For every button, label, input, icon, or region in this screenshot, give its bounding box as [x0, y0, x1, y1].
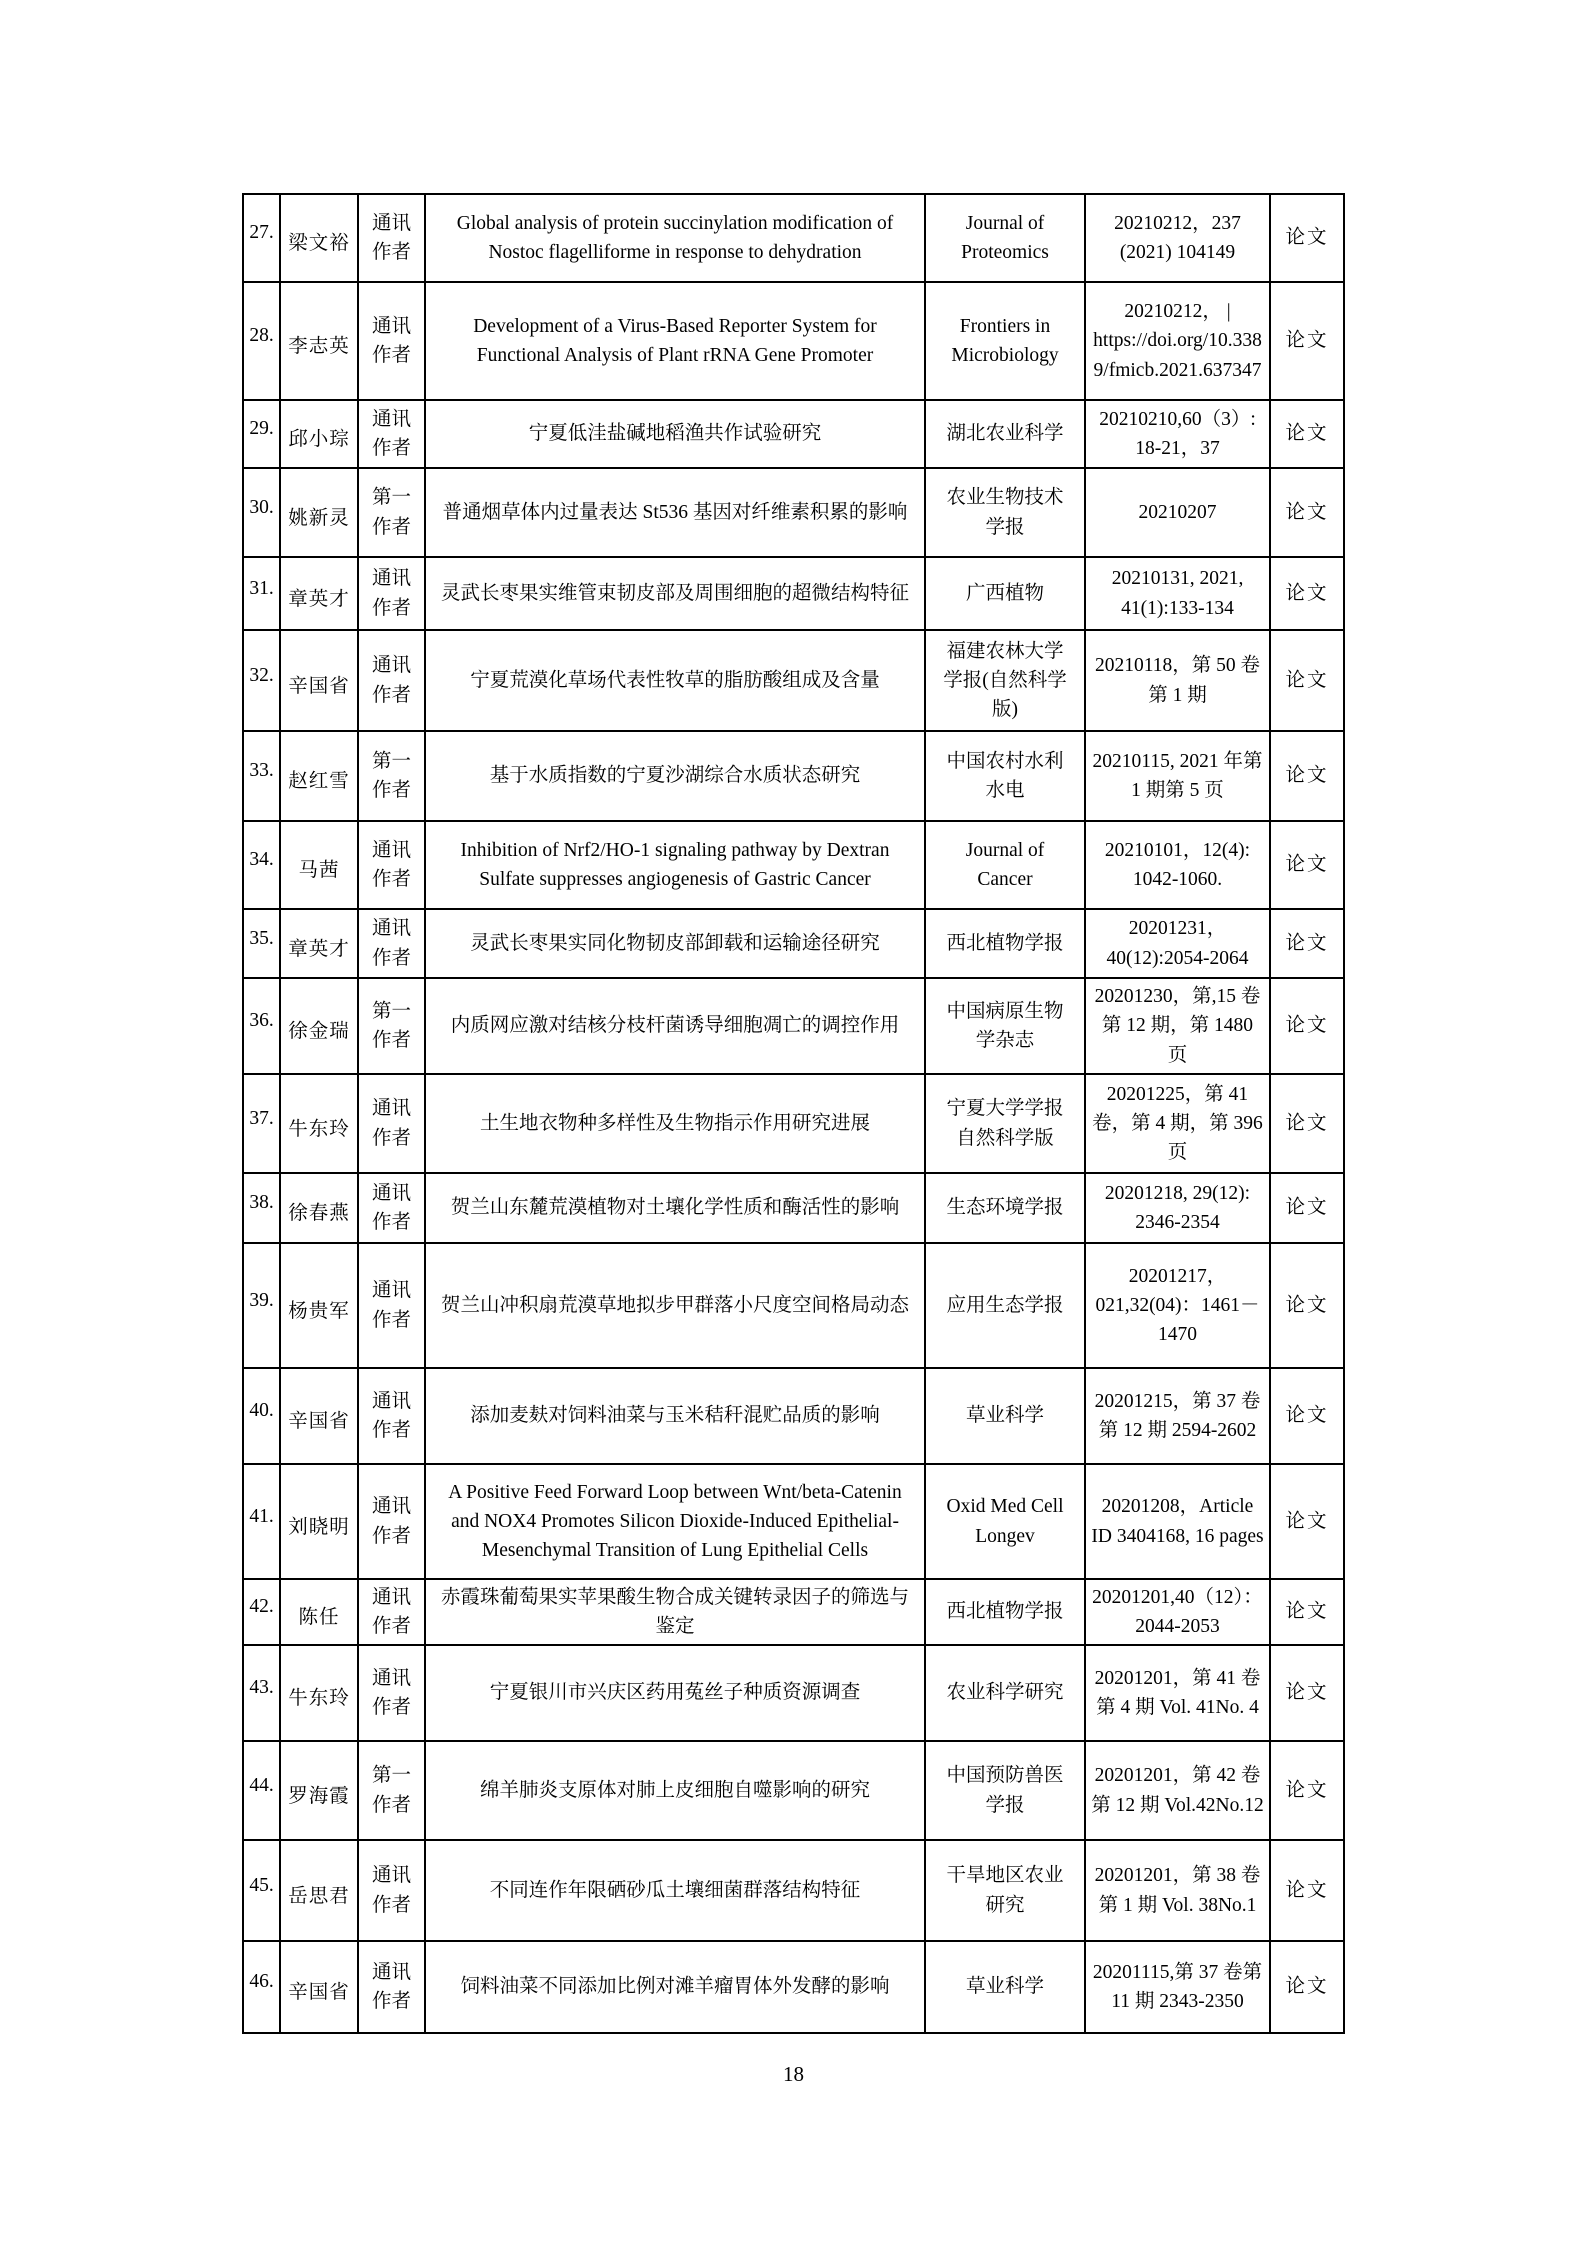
author-role-cell: 通讯作者	[358, 1645, 425, 1741]
paper-title-cell: 宁夏荒漠化草场代表性牧草的脂肪酸组成及含量	[425, 630, 925, 731]
paper-title-cell: 土生地衣物种多样性及生物指示作用研究进展	[425, 1074, 925, 1173]
author-name-cell: 杨贵军	[280, 1243, 358, 1368]
date-volume-cell: 20210207	[1085, 468, 1270, 557]
table-row	[243, 731, 1344, 821]
paper-title-cell: 基于水质指数的宁夏沙湖综合水质状态研究	[425, 731, 925, 821]
author-name-cell: 赵红雪	[280, 731, 358, 821]
paper-title-cell: 普通烟草体内过量表达 St536 基因对纤维素积累的影响	[425, 468, 925, 557]
pub-type-cell: 论文	[1270, 557, 1344, 630]
pub-type-cell: 论文	[1270, 1173, 1344, 1243]
row-number-cell: 43.	[243, 1645, 280, 1741]
publications-table	[242, 193, 1345, 2034]
row-number-cell: 29.	[243, 400, 280, 468]
journal-cell: 草业科学	[925, 1941, 1085, 2033]
journal-cell: 生态环境学报	[925, 1173, 1085, 1243]
paper-title-cell: 内质网应激对结核分枝杆菌诱导细胞凋亡的调控作用	[425, 978, 925, 1074]
author-name-cell: 岳思君	[280, 1840, 358, 1941]
table-row	[243, 557, 1344, 630]
table-row	[243, 282, 1344, 400]
date-volume-cell: 20201201，第 42 卷第 12 期 Vol.42No.12	[1085, 1741, 1270, 1840]
row-number-cell: 41.	[243, 1464, 280, 1579]
row-number-cell: 37.	[243, 1074, 280, 1173]
paper-title-cell: 宁夏银川市兴庆区药用菟丝子种质资源调查	[425, 1645, 925, 1741]
date-volume-cell: 20210101，12(4): 1042-1060.	[1085, 821, 1270, 909]
journal-cell: 农业科学研究	[925, 1645, 1085, 1741]
date-volume-cell: 20201201，第 38 卷第 1 期 Vol. 38No.1	[1085, 1840, 1270, 1941]
row-number-cell: 44.	[243, 1741, 280, 1840]
row-number-cell: 38.	[243, 1173, 280, 1243]
table-row	[243, 1243, 1344, 1368]
row-number-cell: 46.	[243, 1941, 280, 2033]
author-role-cell: 通讯作者	[358, 400, 425, 468]
table-row	[243, 194, 1344, 282]
author-name-cell: 牛东玲	[280, 1645, 358, 1741]
journal-cell: 干旱地区农业研究	[925, 1840, 1085, 1941]
author-name-cell: 章英才	[280, 909, 358, 978]
pub-type-cell: 论文	[1270, 194, 1344, 282]
pub-type-cell: 论文	[1270, 909, 1344, 978]
date-volume-cell: 20201230，第,15 卷 第 12 期，第 1480 页	[1085, 978, 1270, 1074]
paper-title-cell: 贺兰山东麓荒漠植物对土壤化学性质和酶活性的影响	[425, 1173, 925, 1243]
author-role-cell: 第一作者	[358, 468, 425, 557]
date-volume-cell: 20210131, 2021, 41(1):133-134	[1085, 557, 1270, 630]
journal-cell: Oxid Med Cell Longev	[925, 1464, 1085, 1579]
date-volume-cell: 20201201,40（12）：2044-2053	[1085, 1579, 1270, 1645]
table-body	[243, 194, 1344, 2033]
pub-type-cell: 论文	[1270, 630, 1344, 731]
pub-type-cell: 论文	[1270, 978, 1344, 1074]
row-number-cell: 30.	[243, 468, 280, 557]
author-name-cell: 罗海霞	[280, 1741, 358, 1840]
author-role-cell: 通讯作者	[358, 557, 425, 630]
author-name-cell: 刘晓明	[280, 1464, 358, 1579]
pub-type-cell: 论文	[1270, 1645, 1344, 1741]
journal-cell: 草业科学	[925, 1368, 1085, 1464]
row-number-cell: 39.	[243, 1243, 280, 1368]
date-volume-cell: 20201217，021,32(04)：1461－1470	[1085, 1243, 1270, 1368]
paper-title-cell: Inhibition of Nrf2/HO-1 signaling pathway by Dextran Sulfate suppresses angiogenesis of Gastric Cancer	[425, 821, 925, 909]
journal-cell: 西北植物学报	[925, 909, 1085, 978]
author-role-cell: 通讯作者	[358, 1941, 425, 2033]
row-number-cell: 32.	[243, 630, 280, 731]
author-role-cell: 通讯作者	[358, 1579, 425, 1645]
author-name-cell: 辛国省	[280, 630, 358, 731]
date-volume-cell: 20201218, 29(12): 2346-2354	[1085, 1173, 1270, 1243]
author-role-cell: 通讯作者	[358, 1368, 425, 1464]
author-name-cell: 辛国省	[280, 1368, 358, 1464]
date-volume-cell: 20201225，第 41 卷，第 4 期，第 396 页	[1085, 1074, 1270, 1173]
pub-type-cell: 论文	[1270, 1579, 1344, 1645]
author-role-cell: 通讯作者	[358, 821, 425, 909]
journal-cell: 农业生物技术学报	[925, 468, 1085, 557]
author-role-cell: 通讯作者	[358, 194, 425, 282]
paper-title-cell: 不同连作年限硒砂瓜土壤细菌群落结构特征	[425, 1840, 925, 1941]
date-volume-cell: 20210115, 2021 年第 1 期第 5 页	[1085, 731, 1270, 821]
author-name-cell: 徐金瑞	[280, 978, 358, 1074]
row-number-cell: 45.	[243, 1840, 280, 1941]
pub-type-cell: 论文	[1270, 821, 1344, 909]
author-role-cell: 通讯作者	[358, 1840, 425, 1941]
paper-title-cell: 添加麦麸对饲料油菜与玉米秸秆混贮品质的影响	[425, 1368, 925, 1464]
pub-type-cell: 论文	[1270, 1741, 1344, 1840]
date-volume-cell: 20201208，Article ID 3404168, 16 pages	[1085, 1464, 1270, 1579]
author-role-cell: 通讯作者	[358, 909, 425, 978]
journal-cell: 中国农村水利水电	[925, 731, 1085, 821]
author-role-cell: 第一作者	[358, 978, 425, 1074]
table-row	[243, 909, 1344, 978]
table-row	[243, 468, 1344, 557]
date-volume-cell: 20201215，第 37 卷第 12 期 2594-2602	[1085, 1368, 1270, 1464]
journal-cell: 西北植物学报	[925, 1579, 1085, 1645]
journal-cell: 中国预防兽医学报	[925, 1741, 1085, 1840]
pub-type-cell: 论文	[1270, 400, 1344, 468]
pub-type-cell: 论文	[1270, 468, 1344, 557]
date-volume-cell: 20201201，第 41 卷 第 4 期 Vol. 41No. 4	[1085, 1645, 1270, 1741]
author-role-cell: 通讯作者	[358, 1074, 425, 1173]
pub-type-cell: 论文	[1270, 1840, 1344, 1941]
row-number-cell: 35.	[243, 909, 280, 978]
pub-type-cell: 论文	[1270, 282, 1344, 400]
table-row	[243, 1579, 1344, 1645]
paper-title-cell: 赤霞珠葡萄果实苹果酸生物合成关键转录因子的筛选与鉴定	[425, 1579, 925, 1645]
author-name-cell: 徐春燕	[280, 1173, 358, 1243]
author-name-cell: 李志英	[280, 282, 358, 400]
table-row	[243, 1941, 1344, 2033]
author-name-cell: 章英才	[280, 557, 358, 630]
author-role-cell: 第一作者	[358, 731, 425, 821]
pub-type-cell: 论文	[1270, 1941, 1344, 2033]
author-role-cell: 通讯作者	[358, 282, 425, 400]
pub-type-cell: 论文	[1270, 731, 1344, 821]
journal-cell: 宁夏大学学报自然科学版	[925, 1074, 1085, 1173]
row-number-cell: 28.	[243, 282, 280, 400]
paper-title-cell: 宁夏低洼盐碱地稻渔共作试验研究	[425, 400, 925, 468]
author-name-cell: 姚新灵	[280, 468, 358, 557]
paper-title-cell: Global analysis of protein succinylation modification of Nostoc flagelliforme in response to dehydration	[425, 194, 925, 282]
paper-title-cell: A Positive Feed Forward Loop between Wnt/beta-Catenin and NOX4 Promotes Silicon Dioxide-Induced Epithelial-Mesenchymal Transition of Lung Epithelial Cells	[425, 1464, 925, 1579]
page-number: 18	[783, 2062, 804, 2086]
row-number-cell: 33.	[243, 731, 280, 821]
table-row	[243, 978, 1344, 1074]
journal-cell: 应用生态学报	[925, 1243, 1085, 1368]
table-row	[243, 1840, 1344, 1941]
author-name-cell: 陈任	[280, 1579, 358, 1645]
row-number-cell: 42.	[243, 1579, 280, 1645]
pub-type-cell: 论文	[1270, 1074, 1344, 1173]
table-row	[243, 1464, 1344, 1579]
author-role-cell: 通讯作者	[358, 630, 425, 731]
pub-type-cell: 论文	[1270, 1243, 1344, 1368]
table-row	[243, 1368, 1344, 1464]
paper-title-cell: 灵武长枣果实同化物韧皮部卸载和运输途径研究	[425, 909, 925, 978]
paper-title-cell: Development of a Virus-Based Reporter System for Functional Analysis of Plant rRNA Gene Promoter	[425, 282, 925, 400]
author-name-cell: 邱小琮	[280, 400, 358, 468]
row-number-cell: 40.	[243, 1368, 280, 1464]
journal-cell: 广西植物	[925, 557, 1085, 630]
paper-title-cell: 饲料油菜不同添加比例对滩羊瘤胃体外发酵的影响	[425, 1941, 925, 2033]
journal-cell: 湖北农业科学	[925, 400, 1085, 468]
journal-cell: Frontiers in Microbiology	[925, 282, 1085, 400]
author-name-cell: 马茜	[280, 821, 358, 909]
paper-title-cell: 绵羊肺炎支原体对肺上皮细胞自噬影响的研究	[425, 1741, 925, 1840]
date-volume-cell: 20210212，237 (2021) 104149	[1085, 194, 1270, 282]
paper-title-cell: 灵武长枣果实维管束韧皮部及周围细胞的超微结构特征	[425, 557, 925, 630]
date-volume-cell: 20201231，40(12):2054-2064	[1085, 909, 1270, 978]
author-name-cell: 辛国省	[280, 1941, 358, 2033]
row-number-cell: 36.	[243, 978, 280, 1074]
table-row	[243, 821, 1344, 909]
journal-cell: Journal of Proteomics	[925, 194, 1085, 282]
date-volume-cell: 20210118，第 50 卷 第 1 期	[1085, 630, 1270, 731]
date-volume-cell: 20210210,60（3）: 18-21，37	[1085, 400, 1270, 468]
author-role-cell: 通讯作者	[358, 1243, 425, 1368]
table-row	[243, 630, 1344, 731]
table-row	[243, 1645, 1344, 1741]
author-role-cell: 通讯作者	[358, 1173, 425, 1243]
paper-title-cell: 贺兰山冲积扇荒漠草地拟步甲群落小尺度空间格局动态	[425, 1243, 925, 1368]
pub-type-cell: 论文	[1270, 1464, 1344, 1579]
journal-cell: 中国病原生物学杂志	[925, 978, 1085, 1074]
author-name-cell: 牛东玲	[280, 1074, 358, 1173]
row-number-cell: 27.	[243, 194, 280, 282]
author-role-cell: 通讯作者	[358, 1464, 425, 1579]
author-role-cell: 第一作者	[358, 1741, 425, 1840]
table-row	[243, 400, 1344, 468]
pub-type-cell: 论文	[1270, 1368, 1344, 1464]
journal-cell: 福建农林大学学报(自然科学版)	[925, 630, 1085, 731]
table-row	[243, 1741, 1344, 1840]
table-row	[243, 1173, 1344, 1243]
journal-cell: Journal of Cancer	[925, 821, 1085, 909]
row-number-cell: 31.	[243, 557, 280, 630]
author-name-cell: 梁文裕	[280, 194, 358, 282]
table-row	[243, 1074, 1344, 1173]
date-volume-cell: 20201115,第 37 卷第 11 期 2343-2350	[1085, 1941, 1270, 2033]
row-number-cell: 34.	[243, 821, 280, 909]
date-volume-cell: 20210212， | https://doi.org/10.3389/fmicb.2021.637347	[1085, 282, 1270, 400]
